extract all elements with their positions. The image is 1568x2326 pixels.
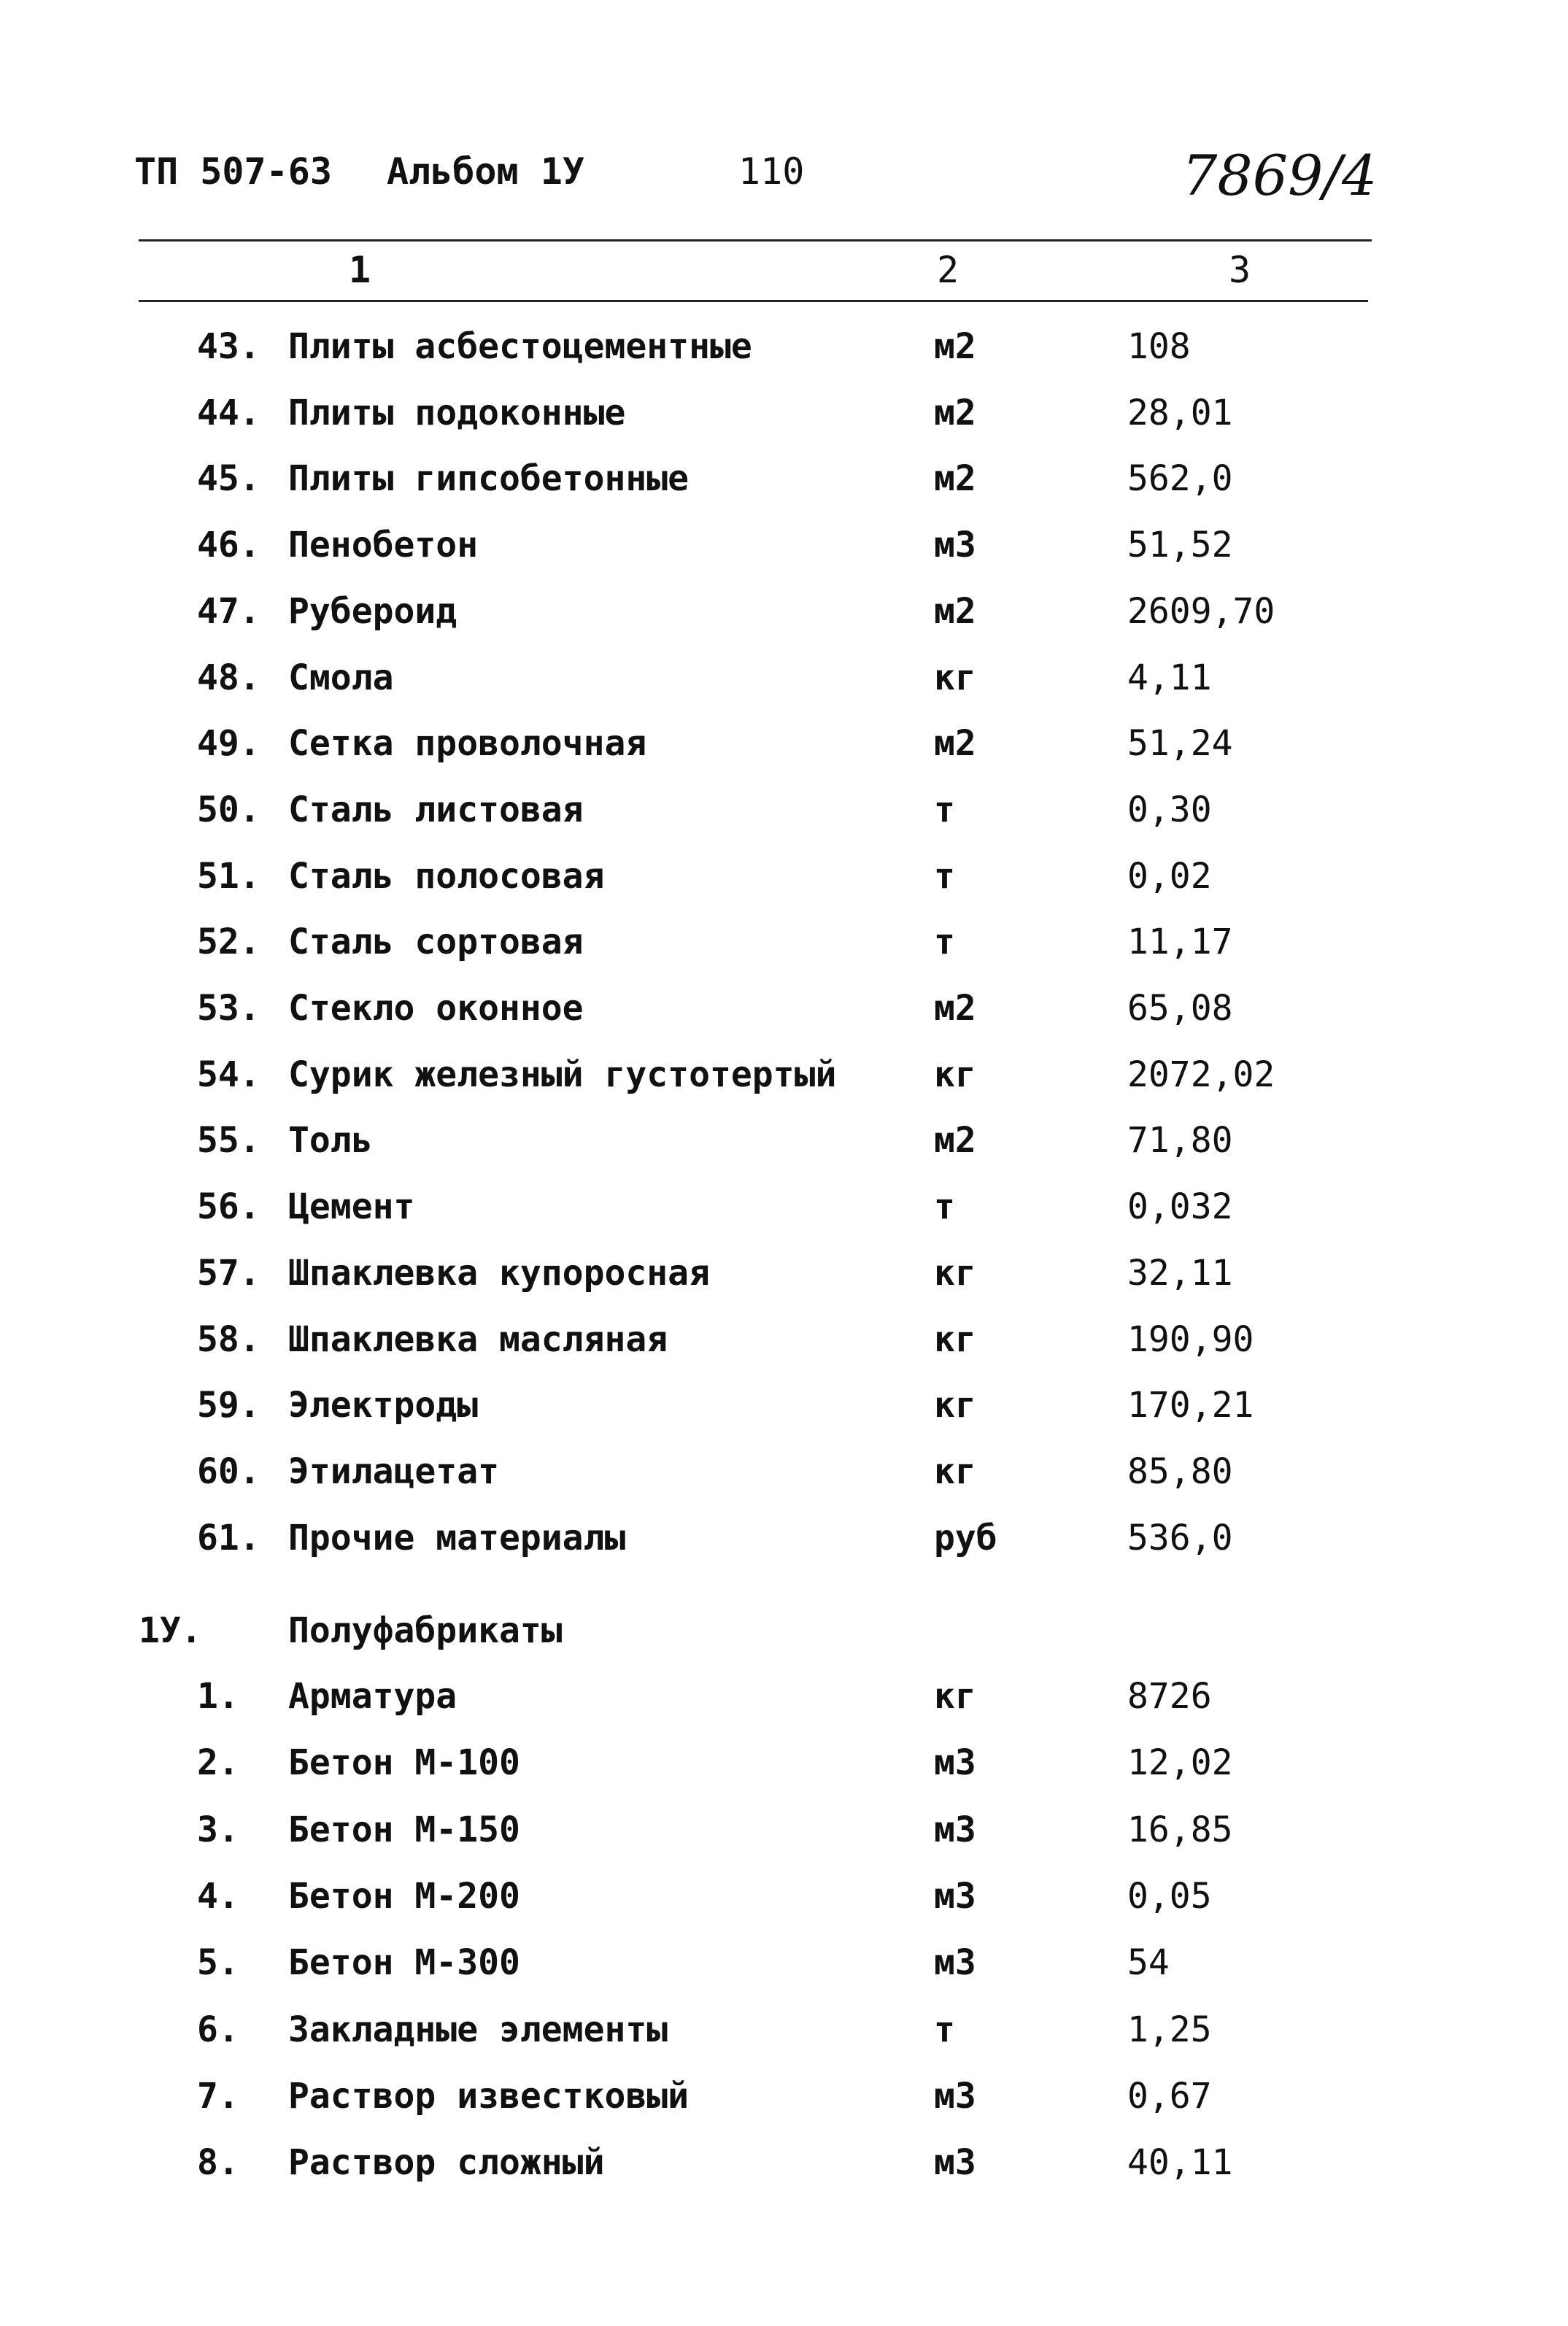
row-num: 54. [197, 1054, 260, 1095]
row-name: Толь [288, 1120, 373, 1161]
row-num: 51. [197, 856, 260, 897]
row-value: 0,05 [1127, 1876, 1212, 1917]
row-num: 50. [197, 789, 260, 830]
row-value: 4,11 [1127, 657, 1212, 698]
row-unit: м2 [934, 1120, 976, 1161]
row-value: 71,80 [1127, 1120, 1233, 1161]
handwritten-inventory-number: 7869/4 [1182, 143, 1378, 208]
row-unit: м2 [934, 988, 976, 1029]
row-name: Шпаклевка масляная [288, 1319, 668, 1360]
row-num: 61. [197, 1518, 260, 1558]
table-row [0, 2071, 1568, 2122]
row-name: Смола [288, 657, 394, 698]
row-num: 46. [197, 525, 260, 565]
row-value: 12,02 [1127, 1742, 1233, 1783]
row-num: 2. [197, 1742, 239, 1783]
table-row [0, 1937, 1568, 1988]
section-number: 1У. [139, 1610, 202, 1651]
row-num: 53. [197, 988, 260, 1029]
row-unit: кг [934, 1676, 976, 1717]
row-unit: м3 [934, 1742, 976, 1783]
row-name: Раствор сложный [288, 2142, 605, 2183]
table-row [0, 1446, 1568, 1497]
row-num: 55. [197, 1120, 260, 1161]
row-unit: кг [934, 1054, 976, 1095]
row-num: 60. [197, 1451, 260, 1492]
row-value: 536,0 [1127, 1518, 1233, 1558]
row-name: Плиты асбестоцементные [288, 326, 752, 367]
row-value: 190,90 [1127, 1319, 1254, 1360]
table-row [0, 1115, 1568, 1166]
row-num: 45. [197, 458, 260, 499]
row-value: 85,80 [1127, 1451, 1233, 1492]
row-num: 48. [197, 657, 260, 698]
row-num: 56. [197, 1186, 260, 1227]
table-row [0, 1804, 1568, 1855]
row-name: Сталь полосовая [288, 856, 605, 897]
row-num: 3. [197, 1809, 239, 1850]
row-unit: руб [934, 1518, 997, 1558]
row-value: 108 [1127, 326, 1191, 367]
row-num: 5. [197, 1942, 239, 1983]
table-row [0, 1380, 1568, 1431]
row-num: 7. [197, 2076, 239, 2117]
table-row [0, 983, 1568, 1034]
row-num: 59. [197, 1385, 260, 1426]
table-row [0, 1512, 1568, 1564]
row-unit: т [934, 921, 955, 962]
row-value: 0,032 [1127, 1186, 1233, 1227]
table-row [0, 784, 1568, 835]
table-top-rule [139, 239, 1372, 242]
page-number: 110 [738, 150, 805, 193]
row-name: Рубероид [288, 591, 457, 632]
row-value: 11,17 [1127, 921, 1233, 962]
table-row [0, 1737, 1568, 1788]
table-row [0, 1314, 1568, 1365]
table-row [0, 851, 1568, 902]
row-value: 8726 [1127, 1676, 1212, 1717]
row-value: 0,02 [1127, 856, 1212, 897]
row-unit: кг [934, 1319, 976, 1360]
table-row [0, 321, 1568, 372]
table-row [0, 916, 1568, 967]
row-name: Раствор известковый [288, 2076, 690, 2117]
table-row [0, 718, 1568, 769]
row-num: 8. [197, 2142, 239, 2183]
table-row [0, 387, 1568, 438]
row-unit: м3 [934, 1809, 976, 1850]
table-row [0, 1871, 1568, 1922]
row-value: 51,52 [1127, 525, 1233, 565]
row-name: Прочие материалы [288, 1518, 626, 1558]
row-value: 2609,70 [1127, 591, 1275, 632]
row-value: 28,01 [1127, 393, 1233, 433]
row-value: 32,11 [1127, 1253, 1233, 1294]
row-name: Электроды [288, 1385, 479, 1426]
row-name: Закладные элементы [288, 2009, 668, 2050]
row-unit: м2 [934, 326, 976, 367]
row-name: Пенобетон [288, 525, 479, 565]
row-value: 1,25 [1127, 2009, 1212, 2050]
row-name: Плиты подоконные [288, 393, 626, 433]
row-unit: м3 [934, 2076, 976, 2117]
row-unit: т [934, 1186, 955, 1227]
row-name: Бетон М-150 [288, 1809, 520, 1850]
doc-code: ТП 507-63 [134, 150, 332, 193]
row-num: 57. [197, 1253, 260, 1294]
row-name: Шпаклевка купоросная [288, 1253, 710, 1294]
row-unit: м2 [934, 458, 976, 499]
row-value: 562,0 [1127, 458, 1233, 499]
row-unit: м3 [934, 525, 976, 565]
row-num: 44. [197, 393, 260, 433]
row-name: Сурик железный густотертый [288, 1054, 837, 1095]
row-num: 1. [197, 1676, 239, 1717]
row-unit: м3 [934, 1942, 976, 1983]
row-name: Бетон М-200 [288, 1876, 520, 1917]
row-name: Сталь сортовая [288, 921, 584, 962]
table-row [0, 1671, 1568, 1722]
row-name: Бетон М-300 [288, 1942, 520, 1983]
row-unit: м2 [934, 393, 976, 433]
row-unit: кг [934, 1385, 976, 1426]
row-name: Стекло оконное [288, 988, 584, 1029]
row-value: 2072,02 [1127, 1054, 1275, 1095]
table-row [0, 586, 1568, 637]
row-num: 52. [197, 921, 260, 962]
column-header-1: 1 [349, 249, 371, 291]
row-unit: т [934, 856, 955, 897]
row-unit: кг [934, 1451, 976, 1492]
row-num: 49. [197, 723, 260, 764]
row-num: 43. [197, 326, 260, 367]
table-row [0, 1248, 1568, 1299]
section-title: Полуфабрикаты [288, 1610, 563, 1651]
row-num: 47. [197, 591, 260, 632]
row-value: 40,11 [1127, 2142, 1233, 2183]
row-num: 6. [197, 2009, 239, 2050]
column-header-2: 2 [937, 249, 959, 291]
row-value: 0,30 [1127, 789, 1212, 830]
row-value: 65,08 [1127, 988, 1233, 1029]
album-label: Альбом 1У [387, 150, 584, 193]
row-unit: м2 [934, 723, 976, 764]
row-value: 54 [1127, 1942, 1170, 1983]
row-name: Бетон М-100 [288, 1742, 520, 1783]
row-name: Арматура [288, 1676, 457, 1717]
row-value: 170,21 [1127, 1385, 1254, 1426]
row-name: Сталь листовая [288, 789, 584, 830]
row-name: Цемент [288, 1186, 415, 1227]
row-value: 16,85 [1127, 1809, 1233, 1850]
row-value: 0,67 [1127, 2076, 1212, 2117]
row-unit: т [934, 789, 955, 830]
row-num: 58. [197, 1319, 260, 1360]
table-row [0, 519, 1568, 571]
column-header-3: 3 [1229, 249, 1251, 291]
table-row [0, 2004, 1568, 2055]
table-row [0, 453, 1568, 504]
row-unit: кг [934, 657, 976, 698]
table-row [0, 1181, 1568, 1232]
table-row [0, 652, 1568, 703]
row-name: Сетка проволочная [288, 723, 647, 764]
row-unit: м3 [934, 1876, 976, 1917]
table-row [0, 1049, 1568, 1100]
section-heading [0, 1605, 1568, 1656]
row-unit: м2 [934, 591, 976, 632]
row-unit: кг [934, 1253, 976, 1294]
table-header-rule [139, 300, 1368, 302]
row-num: 4. [197, 1876, 239, 1917]
row-name: Плиты гипсобетонные [288, 458, 690, 499]
row-value: 51,24 [1127, 723, 1233, 764]
row-unit: м3 [934, 2142, 976, 2183]
table-row [0, 2137, 1568, 2188]
row-name: Этилацетат [288, 1451, 499, 1492]
row-unit: т [934, 2009, 955, 2050]
